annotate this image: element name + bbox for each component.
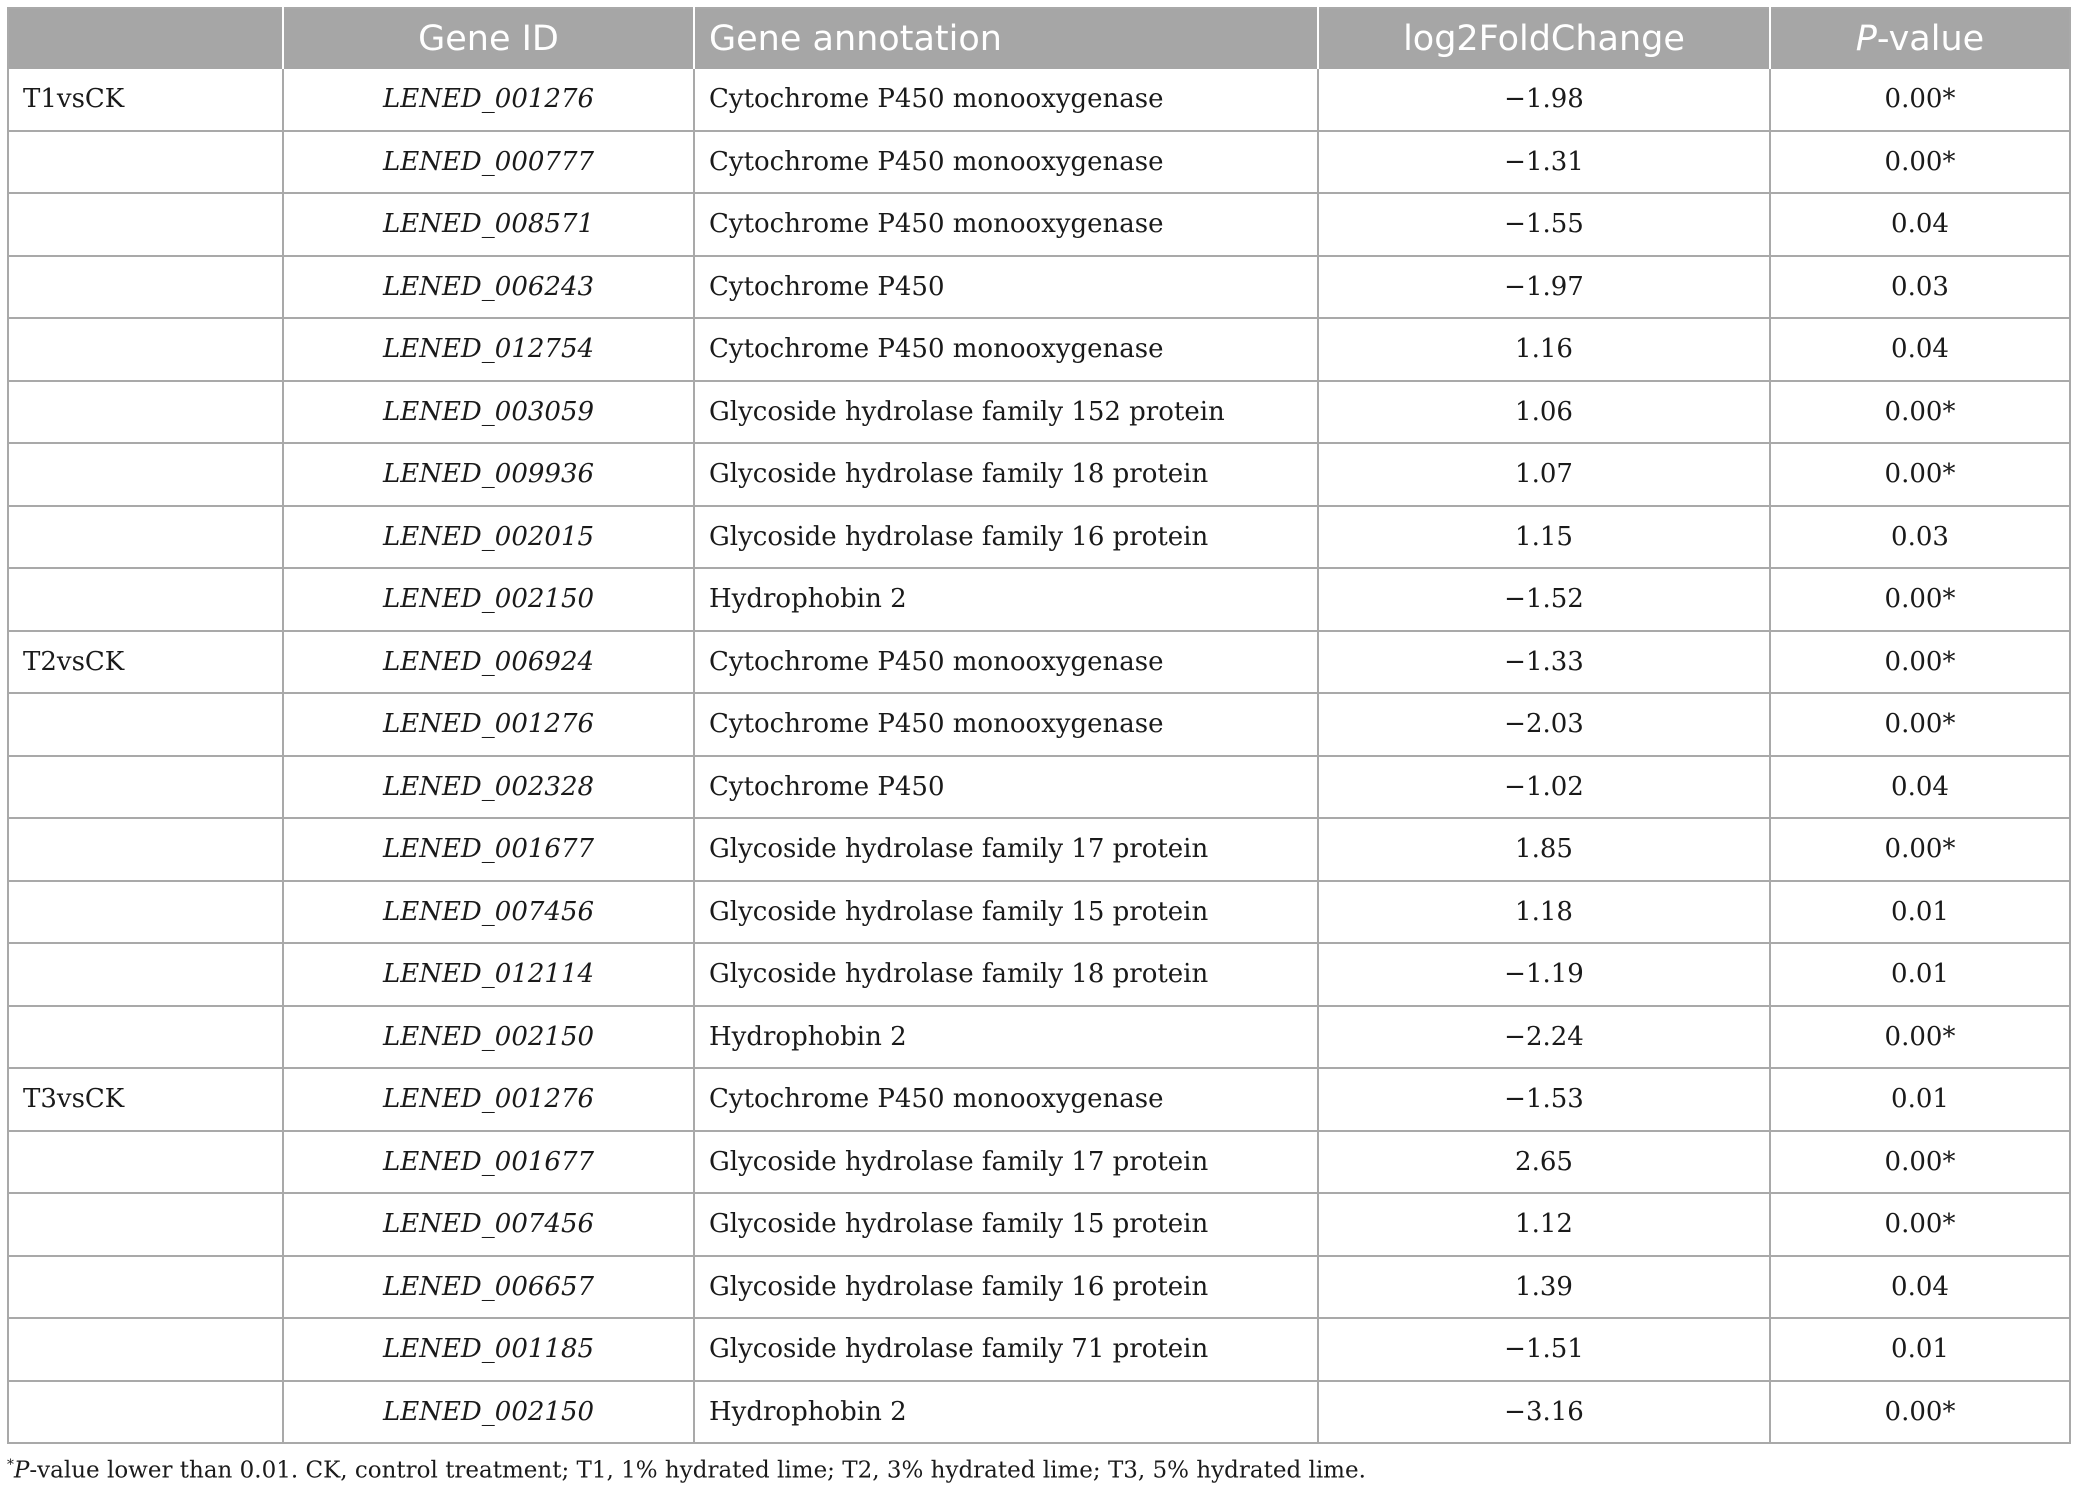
table-header-row <box>8 8 2070 69</box>
log2foldchange-cell: 1.85 <box>1318 818 1770 881</box>
table-row <box>8 631 2070 694</box>
log2foldchange-cell: −1.02 <box>1318 756 1770 819</box>
group-cell <box>8 131 283 194</box>
group-cell: T3vsCK <box>8 1068 283 1131</box>
gene-annotation-cell: Glycoside hydrolase family 152 protein <box>694 381 1318 444</box>
gene-id-cell: LENED_007456 <box>283 1193 694 1256</box>
group-cell <box>8 1131 283 1194</box>
log2foldchange-cell: −1.31 <box>1318 131 1770 194</box>
log2foldchange-cell: 1.15 <box>1318 506 1770 569</box>
group-cell <box>8 1006 283 1069</box>
group-cell <box>8 1381 283 1444</box>
p-value-cell: 0.00* <box>1770 1381 2070 1444</box>
gene-annotation-cell: Hydrophobin 2 <box>694 1381 1318 1444</box>
table-row <box>8 193 2070 256</box>
header-gene-annotation: Gene annotation <box>694 8 1318 69</box>
gene-id-cell: LENED_002015 <box>283 506 694 569</box>
table-footnote <box>7 1457 1366 1484</box>
header-p-value-italic: P <box>1855 19 1877 59</box>
gene-id-cell: LENED_009936 <box>283 443 694 506</box>
header-gene-id: Gene ID <box>283 8 694 69</box>
table-row <box>8 381 2070 444</box>
gene-annotation-cell: Hydrophobin 2 <box>694 1006 1318 1069</box>
p-value-cell: 0.03 <box>1770 506 2070 569</box>
table-row <box>8 1318 2070 1381</box>
table-row <box>8 1381 2070 1444</box>
table-row <box>8 568 2070 631</box>
gene-id-cell: LENED_001677 <box>283 1131 694 1194</box>
p-value-cell: 0.00* <box>1770 818 2070 881</box>
group-cell <box>8 256 283 319</box>
gene-id-cell: LENED_003059 <box>283 381 694 444</box>
gene-id-cell: LENED_002150 <box>283 1006 694 1069</box>
gene-annotation-cell: Hydrophobin 2 <box>694 568 1318 631</box>
p-value-cell: 0.01 <box>1770 881 2070 944</box>
gene-id-cell: LENED_006924 <box>283 631 694 694</box>
gene-id-cell: LENED_008571 <box>283 193 694 256</box>
gene-annotation-cell: Cytochrome P450 monooxygenase <box>694 131 1318 194</box>
gene-annotation-cell: Cytochrome P450 monooxygenase <box>694 693 1318 756</box>
group-cell: T2vsCK <box>8 631 283 694</box>
p-value-cell: 0.00* <box>1770 631 2070 694</box>
gene-id-cell: LENED_002150 <box>283 1381 694 1444</box>
footnote-text: -value lower than 0.01. CK, control treatment; T1, 1% hydrated lime; T2, 3% hydrated lime; T3, 5% hydrated lime. <box>29 1457 1366 1484</box>
gene-annotation-cell: Cytochrome P450 monooxygenase <box>694 631 1318 694</box>
gene-id-cell: LENED_001276 <box>283 693 694 756</box>
gene-id-cell: LENED_001185 <box>283 1318 694 1381</box>
footnote-italic: P <box>13 1457 30 1484</box>
table-row <box>8 1193 2070 1256</box>
gene-annotation-cell: Glycoside hydrolase family 16 protein <box>694 506 1318 569</box>
p-value-cell: 0.00* <box>1770 69 2070 131</box>
gene-annotation-cell: Cytochrome P450 monooxygenase <box>694 1068 1318 1131</box>
gene-id-cell: LENED_001276 <box>283 1068 694 1131</box>
table-row <box>8 943 2070 1006</box>
group-cell <box>8 818 283 881</box>
group-cell <box>8 943 283 1006</box>
log2foldchange-cell: −2.03 <box>1318 693 1770 756</box>
gene-annotation-cell: Cytochrome P450 <box>694 256 1318 319</box>
group-cell <box>8 881 283 944</box>
table-row <box>8 1068 2070 1131</box>
p-value-cell: 0.04 <box>1770 1256 2070 1319</box>
p-value-cell: 0.00* <box>1770 443 2070 506</box>
gene-id-cell: LENED_006657 <box>283 1256 694 1319</box>
p-value-cell: 0.04 <box>1770 318 2070 381</box>
log2foldchange-cell: 1.39 <box>1318 1256 1770 1319</box>
gene-id-cell: LENED_001677 <box>283 818 694 881</box>
group-cell <box>8 756 283 819</box>
log2foldchange-cell: −1.19 <box>1318 943 1770 1006</box>
p-value-cell: 0.00* <box>1770 568 2070 631</box>
p-value-cell: 0.04 <box>1770 193 2070 256</box>
table-row <box>8 1131 2070 1194</box>
p-value-cell: 0.03 <box>1770 256 2070 319</box>
p-value-cell: 0.00* <box>1770 1006 2070 1069</box>
p-value-cell: 0.04 <box>1770 756 2070 819</box>
table-row <box>8 443 2070 506</box>
gene-annotation-cell: Cytochrome P450 <box>694 756 1318 819</box>
header-group <box>8 8 283 69</box>
gene-id-cell: LENED_000777 <box>283 131 694 194</box>
group-cell <box>8 1193 283 1256</box>
log2foldchange-cell: −3.16 <box>1318 1381 1770 1444</box>
group-cell <box>8 318 283 381</box>
gene-id-cell: LENED_007456 <box>283 881 694 944</box>
group-cell <box>8 443 283 506</box>
gene-id-cell: LENED_002150 <box>283 568 694 631</box>
table-row <box>8 693 2070 756</box>
p-value-cell: 0.01 <box>1770 1068 2070 1131</box>
header-p-value <box>1770 8 2070 69</box>
gene-id-cell: LENED_006243 <box>283 256 694 319</box>
log2foldchange-cell: −1.52 <box>1318 568 1770 631</box>
gene-annotation-cell: Cytochrome P450 monooxygenase <box>694 318 1318 381</box>
table-row <box>8 256 2070 319</box>
p-value-cell: 0.00* <box>1770 381 2070 444</box>
log2foldchange-cell: 1.16 <box>1318 318 1770 381</box>
table-row <box>8 69 2070 131</box>
p-value-cell: 0.01 <box>1770 1318 2070 1381</box>
log2foldchange-cell: −1.33 <box>1318 631 1770 694</box>
log2foldchange-cell: −1.97 <box>1318 256 1770 319</box>
table-row <box>8 1256 2070 1319</box>
gene-expression-table <box>7 7 2071 1444</box>
header-log2foldchange: log2FoldChange <box>1318 8 1770 69</box>
header-p-value-rest: -value <box>1876 19 1985 59</box>
gene-id-cell: LENED_012754 <box>283 318 694 381</box>
p-value-cell: 0.00* <box>1770 131 2070 194</box>
footnote-marker: * <box>7 1457 14 1473</box>
group-cell: T1vsCK <box>8 69 283 131</box>
gene-id-cell: LENED_002328 <box>283 756 694 819</box>
log2foldchange-cell: −1.51 <box>1318 1318 1770 1381</box>
gene-annotation-cell: Glycoside hydrolase family 16 protein <box>694 1256 1318 1319</box>
group-cell <box>8 1318 283 1381</box>
p-value-cell: 0.00* <box>1770 1193 2070 1256</box>
gene-annotation-cell: Cytochrome P450 monooxygenase <box>694 193 1318 256</box>
table-row <box>8 318 2070 381</box>
p-value-cell: 0.00* <box>1770 1131 2070 1194</box>
gene-annotation-cell: Glycoside hydrolase family 17 protein <box>694 818 1318 881</box>
log2foldchange-cell: 1.07 <box>1318 443 1770 506</box>
table-row <box>8 131 2070 194</box>
gene-annotation-cell: Glycoside hydrolase family 18 protein <box>694 943 1318 1006</box>
log2foldchange-cell: −1.55 <box>1318 193 1770 256</box>
gene-annotation-cell: Cytochrome P450 monooxygenase <box>694 69 1318 131</box>
table-row <box>8 881 2070 944</box>
log2foldchange-cell: 1.12 <box>1318 1193 1770 1256</box>
gene-annotation-cell: Glycoside hydrolase family 71 protein <box>694 1318 1318 1381</box>
log2foldchange-cell: 1.18 <box>1318 881 1770 944</box>
table-row <box>8 818 2070 881</box>
gene-annotation-cell: Glycoside hydrolase family 15 protein <box>694 881 1318 944</box>
table-row <box>8 1006 2070 1069</box>
gene-annotation-cell: Glycoside hydrolase family 17 protein <box>694 1131 1318 1194</box>
log2foldchange-cell: −1.53 <box>1318 1068 1770 1131</box>
gene-id-cell: LENED_001276 <box>283 69 694 131</box>
gene-id-cell: LENED_012114 <box>283 943 694 1006</box>
group-cell <box>8 568 283 631</box>
group-cell <box>8 1256 283 1319</box>
log2foldchange-cell: 1.06 <box>1318 381 1770 444</box>
table-row <box>8 506 2070 569</box>
log2foldchange-cell: 2.65 <box>1318 1131 1770 1194</box>
p-value-cell: 0.00* <box>1770 693 2070 756</box>
log2foldchange-cell: −2.24 <box>1318 1006 1770 1069</box>
group-cell <box>8 193 283 256</box>
table-container <box>7 7 2069 1444</box>
group-cell <box>8 506 283 569</box>
log2foldchange-cell: −1.98 <box>1318 69 1770 131</box>
group-cell <box>8 693 283 756</box>
table-row <box>8 756 2070 819</box>
p-value-cell: 0.01 <box>1770 943 2070 1006</box>
group-cell <box>8 381 283 444</box>
gene-annotation-cell: Glycoside hydrolase family 15 protein <box>694 1193 1318 1256</box>
gene-annotation-cell: Glycoside hydrolase family 18 protein <box>694 443 1318 506</box>
